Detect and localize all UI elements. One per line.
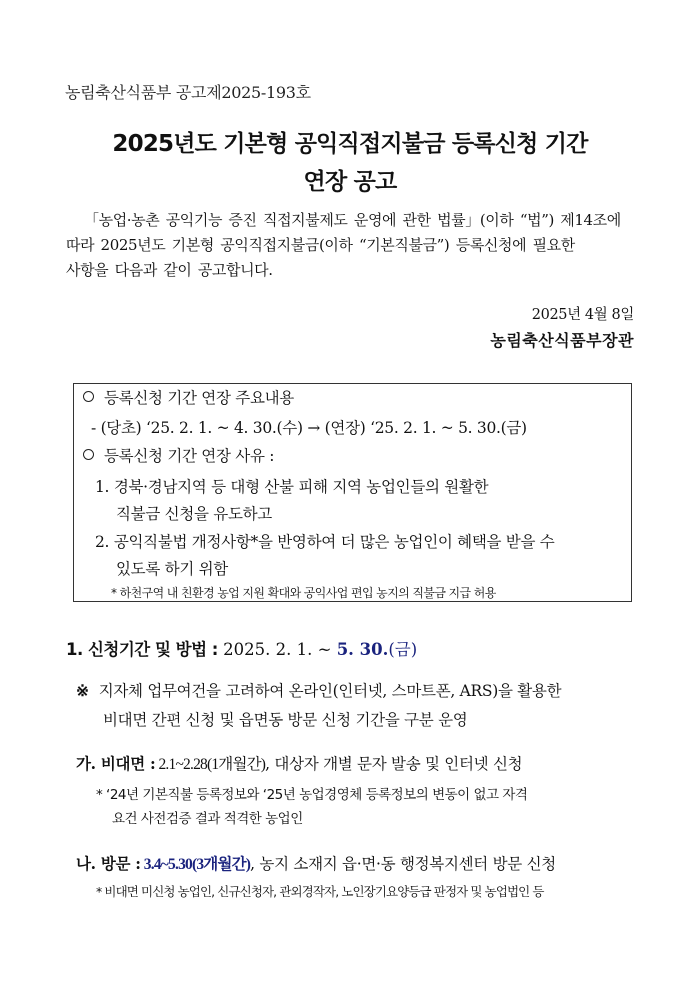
sub-section-online	[76, 752, 522, 774]
intro-line-2: 따라 2025년도 기본형 공익직접지불금(이하 “기본직불금”) 등록신청에 필요한	[66, 236, 575, 254]
period-end-day: (금)	[388, 640, 418, 659]
online-footnote-line-2: 요건 사전검증 결과 적격한 농업인	[112, 811, 303, 827]
visit-footnote: * 비대면 미신청 농업인, 신규신청자, 관외경작자, 노인장기요양등급 판정자 및 농업법인 등	[96, 884, 544, 899]
method-note-line-2: 비대면 간편 신청 및 읍면동 방문 신청 기간을 구분 운영	[103, 711, 468, 729]
notice-date: 2025년 4월 8일	[531, 307, 634, 323]
summary-period-change: - (당초) ‘25. 2. 1. ~ 4. 30.(수) → (연장) ‘25. 2. 1. ~ 5. 30.(금)	[91, 419, 527, 437]
intro-line-3: 사항을 다음과 같이 공고합니다.	[66, 261, 273, 279]
section-1-heading	[66, 636, 417, 660]
sub-section-visit	[76, 852, 556, 874]
online-footnote-line-1: * ‘24년 기본직불 등록정보와 ‘25년 농업경영체 등록정보의 변동이 없고 자격	[96, 787, 528, 803]
period-start: 2025. 2. 1. ~	[217, 640, 337, 659]
summary-box	[73, 383, 632, 602]
document-title-line2: 연장 공고	[303, 169, 397, 195]
online-label: 가. 비대면 :	[76, 754, 156, 773]
online-description: , 대상자 개별 문자 발송 및 인터넷 신청	[265, 755, 523, 773]
visit-description: , 농지 소재지 읍·면·동 행정복지센터 방문 신청	[250, 855, 556, 873]
signer-title: 농림축산식품부장관	[490, 331, 634, 350]
online-period: 2.1~2.28(1개월간)	[155, 756, 266, 773]
circle-bullet-icon	[83, 449, 94, 460]
summary-item-heading: 등록신청 기간 연장 사유 :	[104, 447, 275, 465]
document-title-line1: 2025년도 기본형 공익직접지불금 등록신청 기간	[112, 131, 588, 157]
notice-number: 농림축산식품부 공고제2025-193호	[65, 83, 311, 102]
reason-2-line-2: 있도록 하기 위함	[116, 560, 228, 578]
summary-item-heading: 등록신청 기간 연장 주요내용	[104, 389, 294, 407]
summary-item-extension-reason	[83, 444, 274, 466]
section-1-label: 1. 신청기간 및 방법 :	[66, 640, 218, 659]
visit-period: 3.4~5.30(3개월간)	[140, 856, 251, 873]
reason-1-line-2: 직불금 신청을 유도하고	[116, 505, 272, 523]
visit-label: 나. 방문 :	[76, 854, 141, 873]
intro-line-1: 「농업·농촌 공익기능 증진 직접지불제도 운영에 관한 법률」(이하 “법”) 제14조에	[84, 211, 621, 229]
circle-bullet-icon	[83, 391, 94, 402]
reason-2-line-1: 2. 공익직불법 개정사항*을 반영하여 더 많은 농업인이 혜택을 받을 수	[95, 533, 555, 551]
reference-mark-icon: ※	[76, 681, 89, 700]
method-note-text: 지자체 업무여건을 고려하여 온라인(인터넷, 스마트폰, ARS)을 활용한	[98, 682, 562, 700]
summary-item-extension-content	[83, 386, 294, 408]
reason-1-line-1: 1. 경북·경남지역 등 대형 산불 피해 지역 농업인들의 원활한	[95, 478, 489, 496]
intro-paragraph	[66, 208, 636, 283]
period-end: 5. 30.	[336, 640, 389, 659]
summary-footnote: * 하천구역 내 친환경 농업 지원 확대와 공익사업 편입 농지의 직불금 지급 허용	[111, 586, 496, 600]
method-note-line-1	[76, 679, 561, 701]
